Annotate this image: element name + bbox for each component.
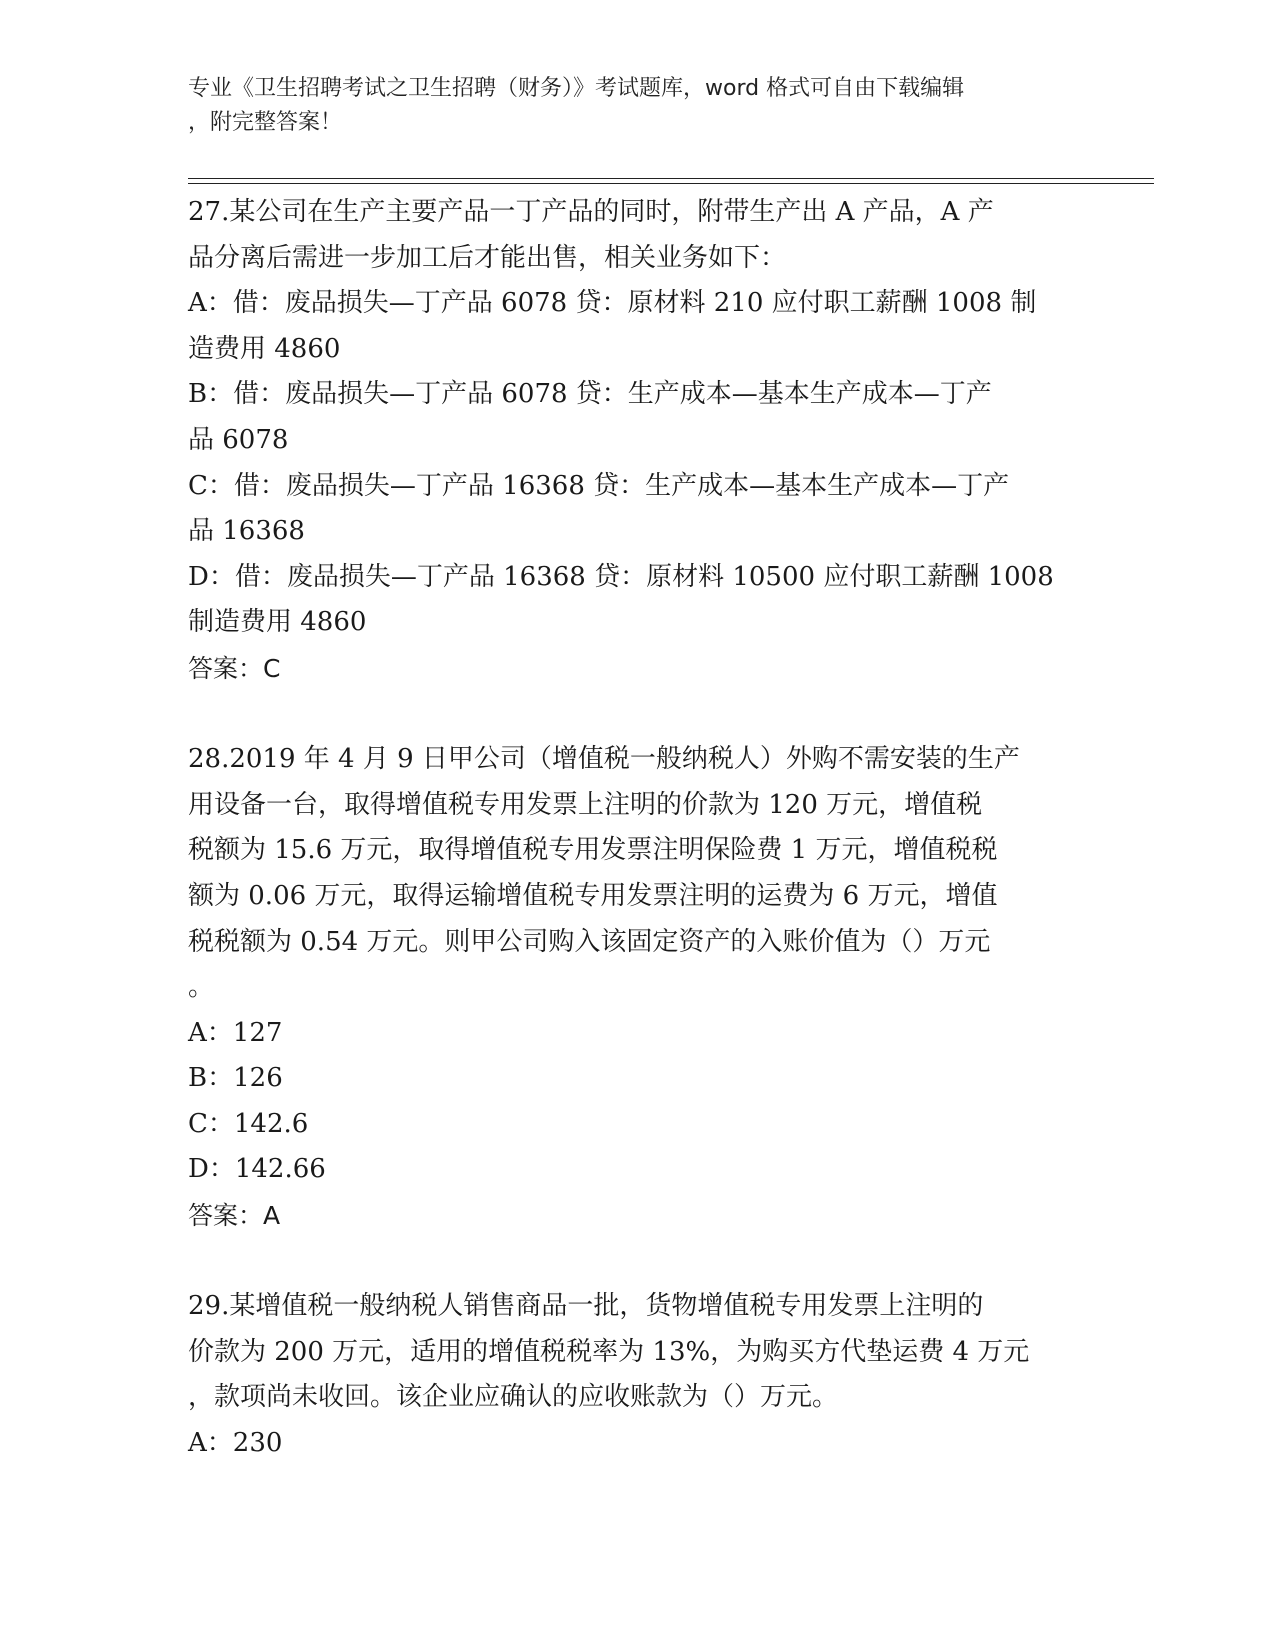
answer-28: 答案：A [188,1201,281,1231]
header-line-1: 专业《卫生招聘考试之卫生招聘（财务）》考试题库，word 格式可自由下载编辑 [188,76,965,101]
option-c: C：借：废品损失—丁产品 16368 贷：生产成本—基本生产成本—丁产 [188,470,1010,501]
option-a: A：230 [188,1428,283,1459]
option-a: A：借：废品损失—丁产品 6078 贷：原材料 210 应付职工薪酬 1008 制 [188,288,1037,319]
question-stem-line: 27.某公司在生产主要产品一丁产品的同时，附带生产出 A 产品，A 产 [188,197,994,227]
option-b: B：126 [188,1063,283,1094]
question-stem-line: 税税额为 0.54 万元。则甲公司购入该固定资产的入账价值为（）万元 [188,926,991,957]
option-d-cont: 制造费用 4860 [188,607,367,638]
question-stem-line: 额为 0.06 万元，取得运输增值税专用发票注明的运费为 6 万元，增值 [188,880,998,911]
question-28 [188,737,1088,1239]
option-a: A：127 [188,1017,283,1048]
question-body [188,190,1088,1467]
question-29 [188,1284,1088,1466]
question-stem-line: 价款为 200 万元，适用的增值税税率为 13%，为购买方代垫运费 4 万元 [188,1336,1030,1367]
option-d: D：借：废品损失—丁产品 16368 贷：原材料 10500 应付职工薪酬 1008 [188,561,1054,592]
option-b: B：借：废品损失—丁产品 6078 贷：生产成本—基本生产成本—丁产 [188,379,992,410]
question-27 [188,190,1088,692]
option-b-cont: 品 6078 [188,424,289,455]
option-c: C：142.6 [188,1108,309,1139]
option-c-cont: 品 16368 [188,516,305,547]
question-stem-line: 。 [188,972,215,1003]
question-stem-line: 税额为 15.6 万元，取得增值税专用发票注明保险费 1 万元，增值税税 [188,835,998,866]
question-stem-line: 28.2019 年 4 月 9 日甲公司（增值税一般纳税人）外购不需安装的生产 [188,744,1020,775]
header-rule-bottom [188,183,1154,184]
spacer [188,692,1088,738]
page-header [188,72,1088,140]
spacer [188,1239,1088,1285]
question-stem-line: ，款项尚未收回。该企业应确认的应收账款为（）万元。 [188,1382,839,1413]
question-stem-line: 品分离后需进一步加工后才能出售，相关业务如下： [188,242,787,273]
question-stem-line: 用设备一台，取得增值税专用发票上注明的价款为 120 万元，增值税 [188,789,983,820]
option-a-cont: 造费用 4860 [188,333,341,364]
header-rule-top [188,178,1154,179]
answer-27: 答案：C [188,653,281,683]
option-d: D：142.66 [188,1154,326,1185]
question-stem-line: 29.某增值税一般纳税人销售商品一批，货物增值税专用发票上注明的 [188,1291,984,1322]
header-line-2: ，附完整答案！ [188,110,343,135]
